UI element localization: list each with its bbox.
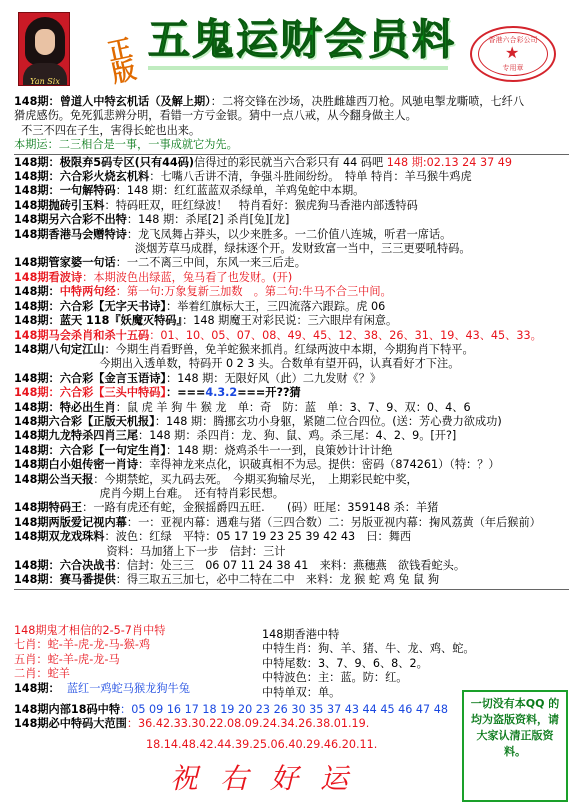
line-heading: 看波诗	[48, 270, 83, 284]
line-15	[14, 300, 569, 314]
line-label: 148期	[14, 213, 49, 227]
line-1	[14, 95, 569, 109]
line-32	[14, 545, 569, 559]
line-heading: 一句解特码	[59, 184, 116, 198]
line-text: 蓝红一鸡蛇马猴龙狗牛兔	[66, 681, 190, 695]
line-heading: 六合彩【无字天书诗】	[59, 299, 167, 313]
divider	[14, 589, 569, 590]
line-20	[14, 372, 569, 386]
left-line-2: 五肖：蛇-羊-虎-龙-马	[14, 652, 120, 666]
line-text-end: ===开??猜	[237, 386, 301, 400]
line-33	[14, 559, 569, 573]
line-text: ：148 期魔王对彩民说：三六眼岸有闲意。	[182, 314, 398, 328]
line-text: ：幸得神龙来点化，识破真相不为忌。提供：密码（874261）（特：？）	[138, 458, 500, 472]
line-3	[14, 124, 569, 138]
line-23	[14, 415, 569, 429]
line-text: ：特码旺双，旺红绿波！ 特肖看好：猴虎狗马香港内部透特码	[104, 198, 418, 212]
mark-zheng: 正	[105, 33, 135, 67]
line-label: 148期六合彩	[14, 414, 83, 428]
line-heading: 香港马会赠特诗	[48, 227, 127, 241]
line-heading: 六合彩火烧玄机料	[59, 170, 150, 184]
line-text: ：信封：处三三 06 07 11 24 38 41 来料：燕穗燕 欲钱看蛇头。	[115, 559, 466, 572]
seal-star-icon: ★	[505, 43, 520, 62]
line-label: 148期	[14, 270, 49, 284]
line-heading: 六合决战书	[59, 559, 116, 572]
line-26	[14, 458, 569, 472]
line-19	[14, 357, 569, 371]
line-highlight: 4.3.2	[205, 386, 238, 400]
line-label: 148期：	[14, 573, 60, 587]
seal-bottom-text: 专用章	[502, 64, 524, 72]
line-18	[14, 343, 569, 357]
line-label: 148期特	[14, 501, 60, 515]
line-6	[14, 170, 569, 184]
line-text: ：05 09 16 17 18 19 20 23 26 30 35 37 43 44 45 46 47 48	[120, 703, 448, 716]
left-line-3: 二肖：蛇羊	[14, 667, 70, 681]
line-7	[14, 184, 569, 198]
seal-top-text: 香港六合彩公司	[488, 36, 538, 44]
line-27	[14, 473, 569, 487]
line-21	[14, 386, 569, 400]
line-heading: 【正版天机报】	[82, 414, 155, 428]
line-label: 148期	[14, 530, 49, 544]
blessing-text: 祝右好运	[170, 762, 371, 795]
line-label: 148期必中特码大范围	[14, 717, 127, 731]
line-label: 148期九龙特杀四肖三尾	[14, 429, 139, 443]
line-heading: 曾道人中特玄机话（及解上期）	[59, 95, 211, 108]
line-16	[14, 314, 569, 328]
line-12	[14, 256, 569, 270]
line-22	[14, 401, 569, 415]
right-line-1: 中特生肖：狗、羊、猪、牛、龙、鸡、蛇。	[262, 642, 475, 656]
line-label: 148期	[14, 515, 49, 529]
line-heading: 极限弃5码专区(只有44码)	[59, 155, 195, 169]
line-text: ：二将交锋在沙场，决胜雌雄西刀枪。风驰电掣龙嘶喷，七纤八	[210, 95, 525, 108]
portrait-signature: Yan Six	[30, 77, 60, 86]
line-34	[14, 573, 569, 587]
line-text: ：举着红旗标大王，三四流落六跟踪。虎 06	[166, 299, 386, 313]
line-text: ：波色：红绿 平特：05 17 19 23 25 39 42 43 曰：舞西	[104, 530, 412, 544]
line-label: 148期八句定江山	[14, 342, 105, 356]
line-text: ：36.42.33.30.22.08.09.24.34.26.38.01.19.	[126, 717, 370, 731]
line-label: 148期	[14, 198, 49, 212]
line-text: ：148 期：红红蓝蓝双杀绿单，羊鸡兔蛇中本期。	[115, 184, 365, 198]
line-label: 148期：	[14, 170, 60, 184]
line-text: 本期运：二三相合是一事，一事成就它为先。	[14, 138, 238, 152]
line-label: 148期：	[14, 184, 60, 198]
left-column	[14, 624, 190, 696]
line-heading: 抛砖引玉料	[48, 198, 105, 212]
line-heading: 双龙戏珠料	[48, 530, 105, 544]
line-text: ：得三取五三加七，必中二特在二中 来料：龙 猴 蛇 鸡 兔 鼠 狗	[115, 573, 440, 587]
seal-stamp	[470, 26, 556, 82]
line-heading: 两版爱记视内幕	[48, 515, 127, 529]
line-label: 148期内部18码中特	[14, 703, 121, 716]
line-label: 148期	[14, 256, 49, 270]
line-highlight: ：本期波色出绿蓝，兔马看了也发财。(开)	[82, 270, 293, 284]
line-24	[14, 429, 569, 443]
right-column	[262, 628, 475, 700]
right-line-4: 中特单双：单。	[262, 685, 341, 699]
line-text: 今期出入透单数，特码开 0 2 3 头。合数单有望开码，认真看好才下注。	[99, 357, 460, 371]
line-4	[14, 138, 569, 152]
right-line-2: 中特尾数：3、7、9、6、8、2。	[262, 656, 428, 670]
line-29	[14, 501, 569, 515]
line-heading: 中特两句经	[59, 285, 116, 299]
line-label: 148期	[14, 227, 49, 241]
line-label: 148期：	[14, 371, 60, 385]
line-text: ：一：亚视内幕：遇难与猪（三四合数）二：另版亚视内幕：掬风荔黄（年后猴前）	[126, 515, 541, 529]
title-underline	[148, 66, 448, 70]
line-text: 资料：马加猪上下一步 信封：三计	[106, 544, 286, 558]
line-30	[14, 516, 569, 530]
line-heading: 蓝天 118『妖魔灭特码』	[59, 314, 183, 328]
portrait-face	[35, 29, 55, 55]
left-title: 148期鬼才相信的2-5-7肖中特	[14, 624, 166, 637]
line-highlight: ：01、10、05、07、08、49、45、12、38、26、31、19、43、45、33。	[149, 328, 542, 342]
line-text: ：七嘴八舌讲不清，争强斗胜闹纷纷。 特单 特肖：羊马猴牛鸡虎	[149, 170, 472, 184]
line-label: 148期：	[14, 443, 60, 457]
line-label: 148期：	[14, 559, 60, 572]
line-label: 148期：	[14, 299, 60, 313]
line-label: 148期：	[14, 155, 60, 169]
mark-ban: 版	[109, 55, 139, 89]
line-2	[14, 109, 569, 123]
line-label: 148期：	[14, 386, 60, 400]
line-text: 淡烟芳草马成群，绿抹逐个开。发财致富一当中，三三更要吼特码。	[134, 242, 471, 256]
line-text: ：148 期：无限好风（此）二九发财《？》	[166, 371, 382, 385]
left-line-4	[14, 682, 190, 696]
line-text: ：===	[166, 386, 206, 400]
line-text: 18.14.48.42.44.39.25.06.40.29.46.20.11.	[146, 737, 378, 751]
line-8	[14, 199, 569, 213]
line-text: 虎肖今期上台难。 还有特肖彩民想。	[99, 486, 284, 500]
line-28	[14, 487, 569, 501]
header	[0, 0, 577, 94]
line-text: 猾虎感伤。免死狐悲辨分明，看错一方亏金银。猜中一点八戒，从今翻身做主人。	[14, 109, 417, 123]
line-heading: 另六合彩不出特	[48, 213, 127, 227]
main-content	[14, 95, 569, 591]
line-text: ：今期生肖看野兽，免羊蛇猴来抓肖。红绿两波中本期，今期狗肖下特平。	[104, 342, 474, 356]
line-label: 148期白小姐传密一肖诗	[14, 458, 139, 472]
line-heading: 管家婆一句话	[48, 256, 116, 270]
notice-box	[462, 690, 568, 802]
line-highlight: 148 期:02.13 24 37 49	[386, 155, 513, 169]
line-heading: 六合彩【金言玉语诗】	[59, 371, 167, 385]
line-heading: 特必出生肖	[59, 400, 116, 414]
line-label: 148期：	[14, 285, 60, 299]
line-text: ：一二不离三中间，东风一来三后走。	[115, 256, 306, 270]
line-14	[14, 285, 569, 299]
line-heading: 赛马番提供	[59, 573, 116, 587]
line-text: 信得过的彩民就当六合彩只有 44 码吧	[194, 155, 387, 169]
line-text: ：148 期：杀四肖：龙、狗、鼠、鸡。杀三尾：4、2、9。[开?]	[138, 429, 457, 443]
line-text: ：一路有虎还有蛇，金猴摇爵四五旺. (码）旺尾：359148 杀：羊猪	[82, 501, 439, 515]
line-31	[14, 530, 569, 544]
line-label: 148期马会杀肖和杀十五码	[14, 328, 150, 342]
notice-text: 一切没有本QQ 的均为盗版资料，请大家认清正版资料。	[470, 697, 560, 758]
line-text: ：148 期：烧鸡杀牛一一到，良策妙计计计绝	[166, 443, 393, 457]
line-text: ：第一句:万象复新三加数 。第二句:牛马不合三中间。	[115, 285, 392, 299]
line-13	[14, 271, 569, 285]
line-label: 148期公当天报	[14, 472, 94, 486]
line-text: ：148 期：腾挪玄功小身躯，紧随二位合四位。(送：芳心费力欲成功)	[154, 414, 502, 428]
divider	[14, 154, 569, 155]
line-heading: 六合彩【三头中特码】	[59, 386, 167, 400]
line-label: 148期：	[14, 400, 60, 414]
line-25	[14, 444, 569, 458]
line-text: ：148 期：杀尾[2] 杀肖[兔][龙]	[126, 213, 290, 227]
right-line-3: 中特波色：主：蓝。防：红。	[262, 671, 408, 685]
line-label: 148期：	[14, 314, 60, 328]
line-label: 148期：	[14, 95, 60, 108]
line-text: ：鼠 虎 羊 狗 牛 猴 龙 单：奇 防：蓝 单：3、7、9、双：0、4、6	[115, 400, 471, 414]
line-17	[14, 329, 569, 343]
left-line-1: 七肖：蛇-羊-虎-龙-马-猴-鸡	[14, 638, 151, 652]
line-10	[14, 228, 569, 242]
line-text: 不三不四在子生，害得长蛇也出来。	[21, 123, 201, 137]
page-title: 五鬼运财会员料	[148, 15, 457, 64]
line-text: ：龙飞凤舞占莽头，以少来胜多。一二价值八连城，听君一席话。	[126, 227, 452, 241]
line-11	[14, 242, 569, 256]
line-text: ：今期禁蛇，买九码去死。 今期买狗输尽光， 上期彩民蛇中奖，	[93, 472, 418, 486]
portrait	[18, 12, 70, 86]
line-heading: 码王	[59, 501, 83, 515]
right-title: 148期香港中特	[262, 628, 340, 641]
line-5	[14, 156, 569, 170]
line-9	[14, 213, 569, 227]
line-heading: 六合彩【一句定生肖】	[59, 443, 167, 457]
line-label: 148期：	[14, 681, 60, 695]
